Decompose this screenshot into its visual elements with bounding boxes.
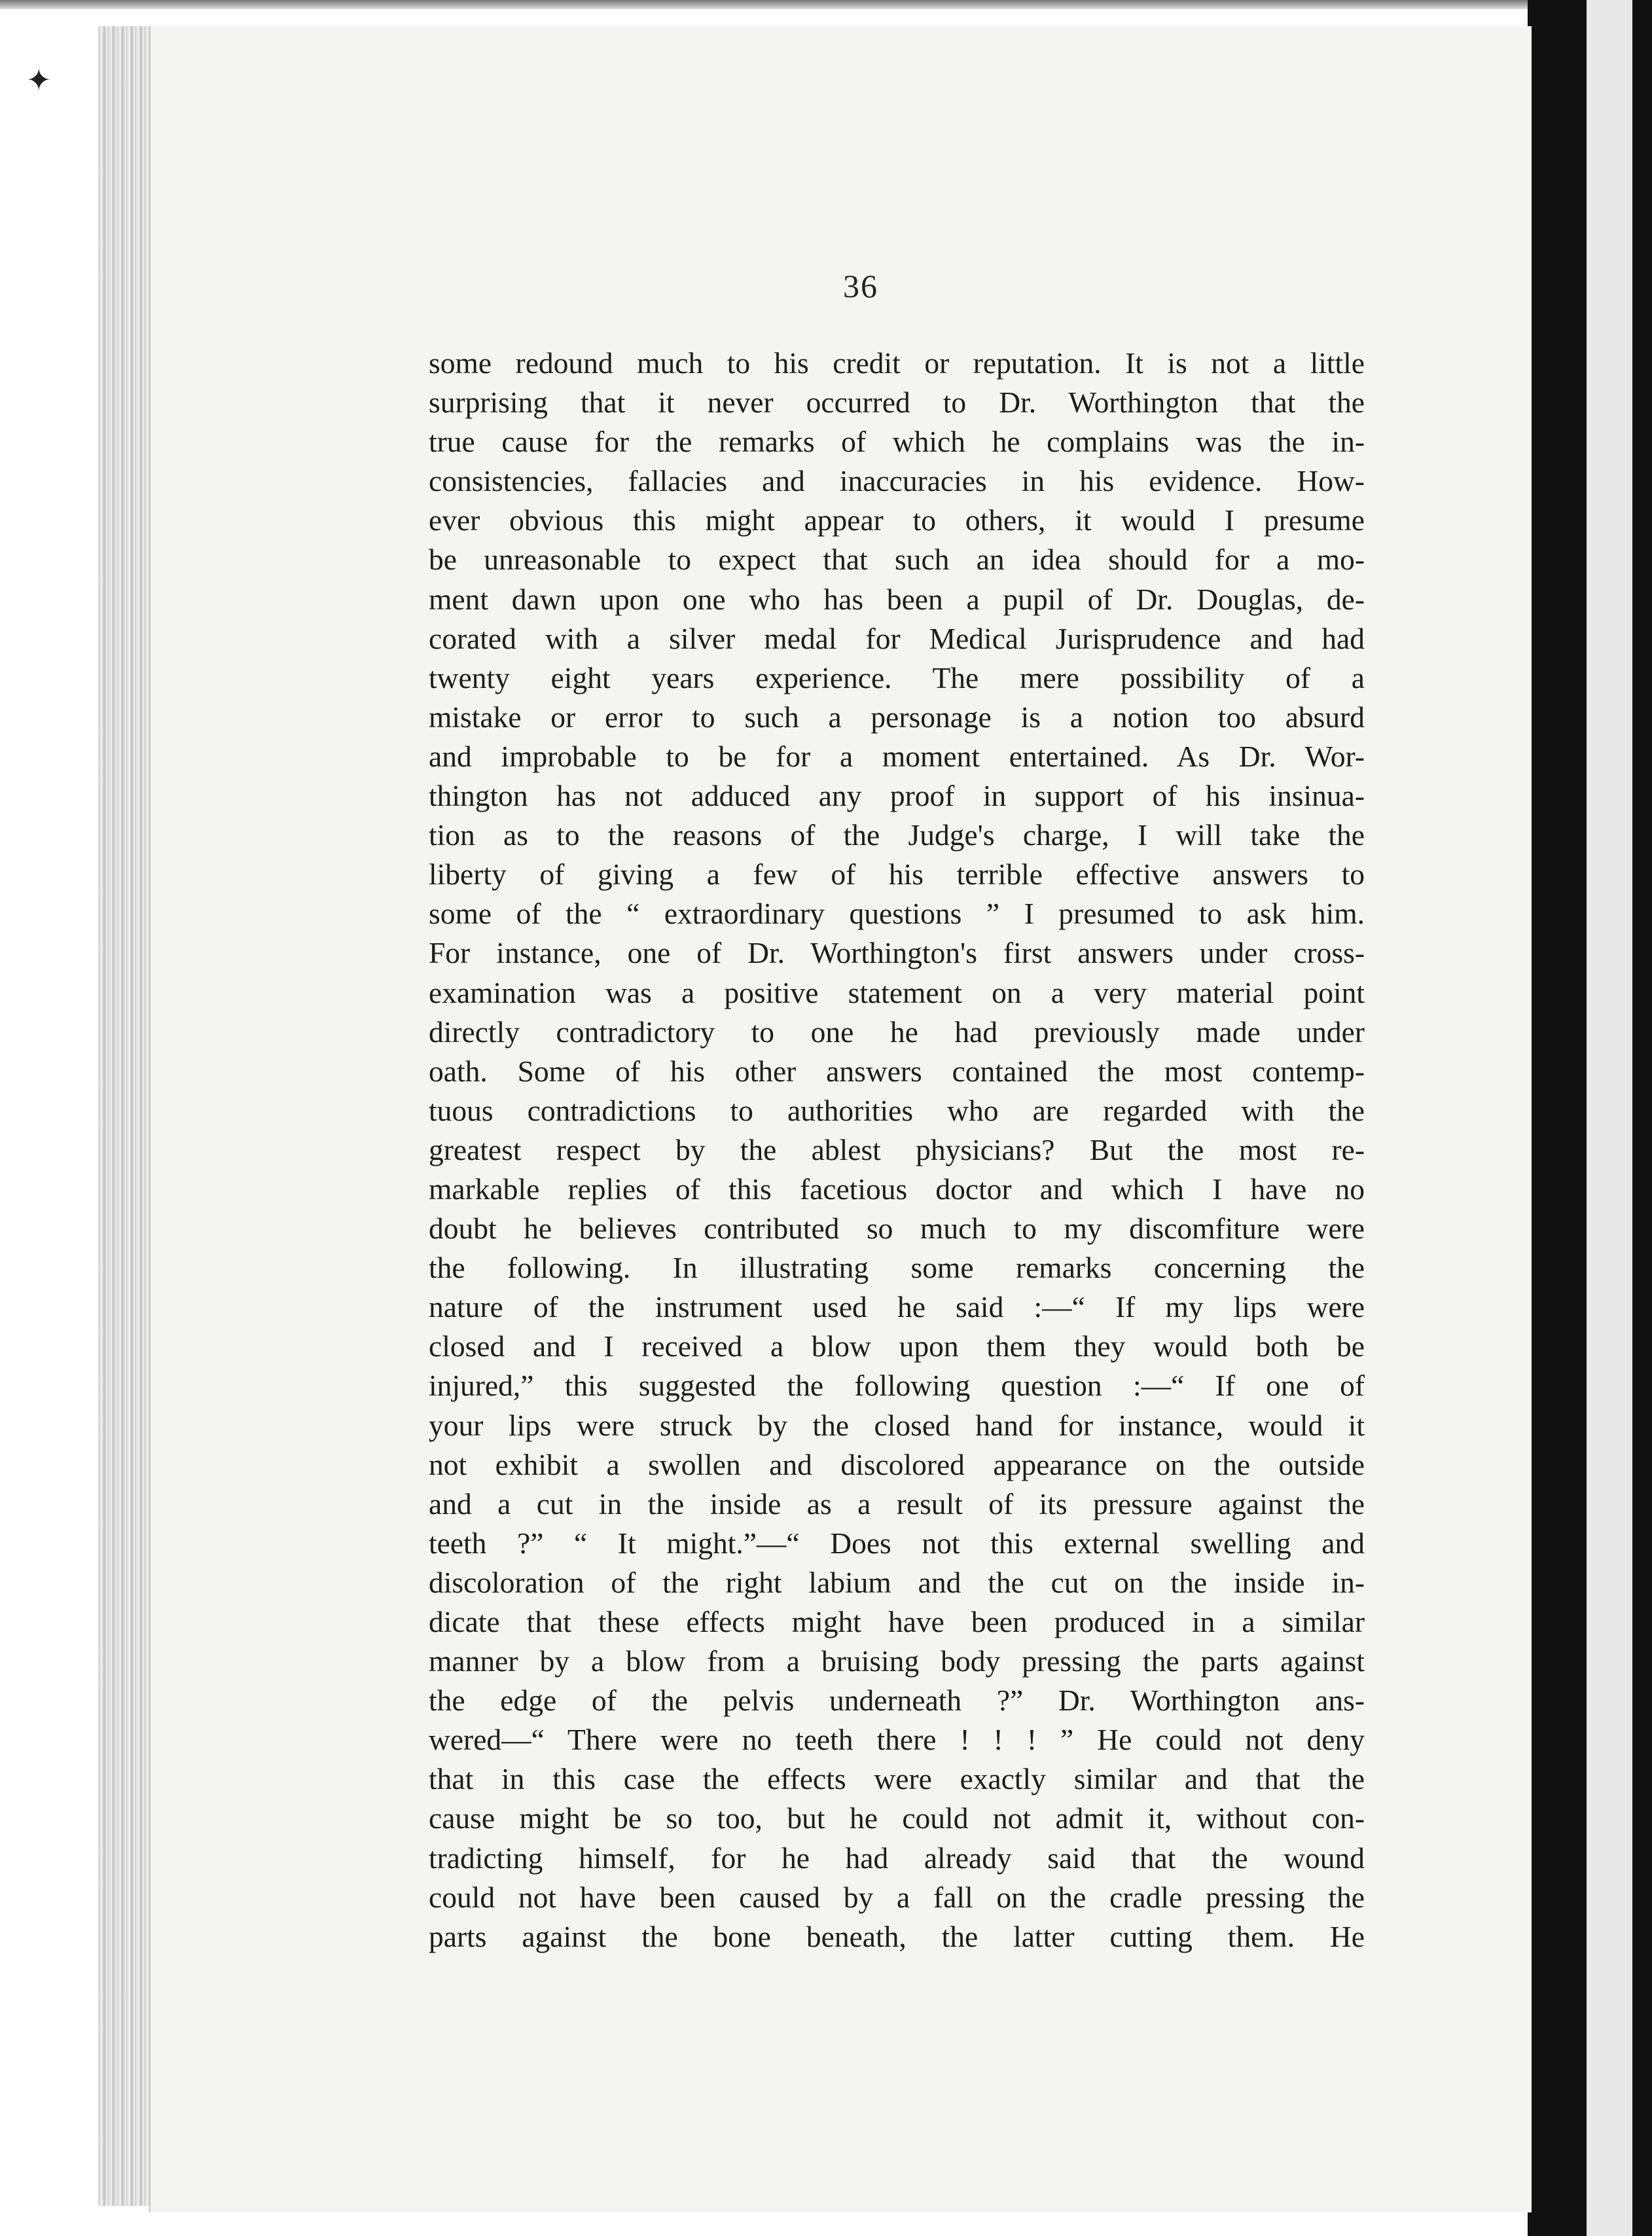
text-line: teeth ?” “ It might.”—“ Does not this external swelling and <box>429 1526 1365 1560</box>
text-line: that in this case the effects were exactly similar and that the <box>429 1762 1365 1796</box>
text-line: could not have been caused by a fall on the cradle pressing the <box>429 1880 1365 1914</box>
text-line: mistake or error to such a personage is a notion too absurd <box>429 700 1365 734</box>
text-line: parts against the bone beneath, the latter cutting them. He <box>429 1919 1365 1953</box>
text-line: closed and I received a blow upon them they would both be <box>429 1329 1365 1363</box>
text-line: some redound much to his credit or reputation. It is not a little <box>429 346 1365 380</box>
text-line: cause might be so too, but he could not admit it, without con- <box>429 1801 1365 1835</box>
text-line: thington has not adduced any proof in support of his insinua- <box>429 779 1365 813</box>
text-line: the following. In illustrating some remarks concerning the <box>429 1251 1365 1285</box>
text-line: corated with a silver medal for Medical Jurisprudence and had <box>429 621 1365 655</box>
text-line: dicate that these effects might have been produced in a similar <box>429 1605 1365 1638</box>
text-line: nature of the instrument used he said :—“ If my lips were <box>429 1290 1365 1324</box>
text-line: injured,” this suggested the following question :—“ If one of <box>429 1369 1365 1403</box>
text-line: surprising that it never occurred to Dr. Worthington that the <box>429 386 1365 420</box>
text-line: some of the “ extraordinary questions ” I presumed to ask him. <box>429 897 1365 931</box>
text-line: discoloration of the right labium and the cut on the inside in- <box>429 1565 1365 1599</box>
text-line: markable replies of this facetious doctor and which I have no <box>429 1172 1365 1206</box>
page-edges-stack <box>98 26 151 2206</box>
text-line: directly contradictory to one he had previously made under <box>429 1015 1365 1049</box>
binding-gutter <box>1528 0 1652 2236</box>
next-page-edge <box>1587 0 1632 2236</box>
text-line: and a cut in the inside as a result of its pressure against the <box>429 1487 1365 1521</box>
text-line: the edge of the pelvis underneath ?” Dr. Worthington ans- <box>429 1684 1365 1718</box>
text-line: liberty of giving a few of his terrible effective answers to <box>429 857 1365 892</box>
text-line: oath. Some of his other answers contained the most contemp- <box>429 1054 1365 1088</box>
text-line: tuous contradictions to authorities who are regarded with the <box>429 1093 1365 1127</box>
text-line: ever obvious this might appear to others, it would I presume <box>429 503 1365 537</box>
text-line: wered—“ There were no teeth there ! ! ! ” He could not deny <box>429 1723 1365 1757</box>
text-line: greatest respect by the ablest physicians? But the most re- <box>429 1132 1365 1166</box>
text-line: not exhibit a swollen and discolored appearance on the outside <box>429 1447 1365 1481</box>
text-line: For instance, one of Dr. Worthington's first answers under cross- <box>429 936 1365 970</box>
text-line: consistencies, fallacies and inaccuracies in his evidence. How- <box>429 464 1365 498</box>
text-line: true cause for the remarks of which he complains was the in- <box>429 425 1365 459</box>
page-number: 36 <box>843 268 878 304</box>
text-line: doubt he believes contributed so much to my discomfiture were <box>429 1212 1365 1246</box>
text-line: be unreasonable to expect that such an idea should for a mo- <box>429 543 1365 577</box>
text-line: your lips were struck by the closed hand for instance, would it <box>429 1408 1365 1442</box>
text-line: examination was a positive statement on a very material point <box>429 975 1365 1009</box>
text-line: manner by a blow from a bruising body pressing the parts against <box>429 1644 1365 1678</box>
ink-blot-left: ✦ <box>26 62 52 98</box>
text-line: ment dawn upon one who has been a pupil of Dr. Douglas, de- <box>429 582 1365 616</box>
text-line: and improbable to be for a moment entertained. As Dr. Wor- <box>429 739 1365 773</box>
text-line: twenty eight years experience. The mere possibility of a <box>429 660 1365 694</box>
body-text <box>429 344 1365 1956</box>
text-line: tion as to the reasons of the Judge's charge, I will take the <box>429 818 1365 852</box>
top-page-edge <box>0 0 1545 9</box>
text-line: tradicting himself, for he had already said that the wound <box>429 1841 1365 1875</box>
